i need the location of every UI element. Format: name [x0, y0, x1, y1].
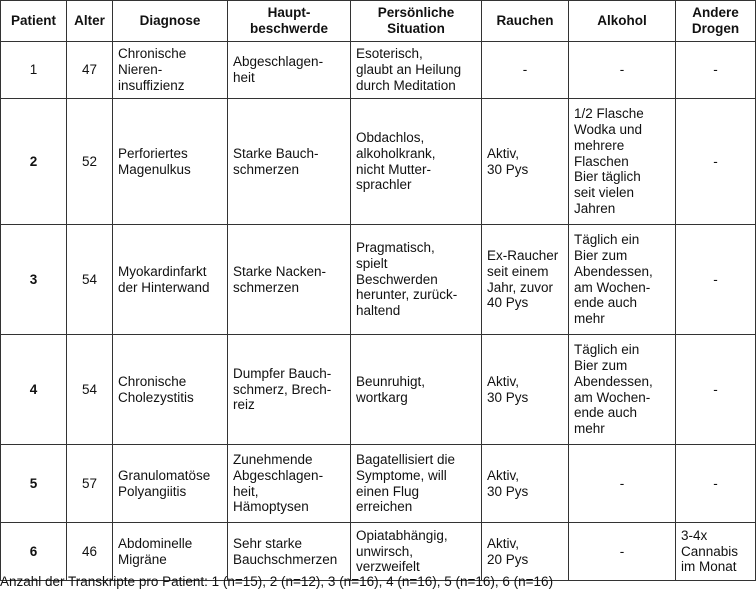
table-row: [1, 99, 756, 225]
cell-patient: 3: [1, 225, 67, 335]
header-rauchen: Rauchen: [482, 1, 569, 42]
cell-situation: Opiatabhängig, unwirsch, verzweifelt: [351, 523, 482, 581]
cell-drogen: -: [676, 445, 756, 523]
cell-alkohol: 1/2 Flasche Wodka und mehrere Flaschen Bier täglich seit vielen Jahren: [569, 99, 676, 225]
cell-alter: 54: [67, 335, 113, 445]
table-row: [1, 225, 756, 335]
cell-alkohol: Täglich ein Bier zum Abendessen, am Wochen- ende auch mehr: [569, 335, 676, 445]
table-row: [1, 445, 756, 523]
cell-rauchen: Aktiv, 30 Pys: [482, 445, 569, 523]
cell-situation: Bagatellisiert die Symptome, will einen Flug erreichen: [351, 445, 482, 523]
cell-patient: 2: [1, 99, 67, 225]
cell-diagnose: Chronische Cholezystitis: [113, 335, 228, 445]
cell-situation: Pragmatisch, spielt Beschwerden herunter, zurück- haltend: [351, 225, 482, 335]
cell-hauptbeschwerde: Starke Bauch- schmerzen: [228, 99, 351, 225]
cell-rauchen: Ex-Raucher seit einem Jahr, zuvor 40 Pys: [482, 225, 569, 335]
cell-diagnose: Abdominelle Migräne: [113, 523, 228, 581]
cell-situation: Beunruhigt, wortkarg: [351, 335, 482, 445]
cell-alter: 54: [67, 225, 113, 335]
header-alter: Alter: [67, 1, 113, 42]
header-hauptbeschwerde: Haupt- beschwerde: [228, 1, 351, 42]
cell-drogen: 3-4x Cannabis im Monat: [676, 523, 756, 581]
cell-hauptbeschwerde: Abgeschlagen- heit: [228, 42, 351, 99]
cell-drogen: -: [676, 99, 756, 225]
cell-alkohol: -: [569, 42, 676, 99]
cell-patient: 6: [1, 523, 67, 581]
cell-alkohol: -: [569, 523, 676, 581]
cell-drogen: -: [676, 335, 756, 445]
cell-patient: 4: [1, 335, 67, 445]
cell-patient: 5: [1, 445, 67, 523]
table-row: [1, 335, 756, 445]
cell-diagnose: Perforiertes Magenulkus: [113, 99, 228, 225]
cell-alkohol: -: [569, 445, 676, 523]
cell-hauptbeschwerde: Starke Nacken- schmerzen: [228, 225, 351, 335]
cell-situation: Obdachlos, alkoholkrank, nicht Mutter- sprachler: [351, 99, 482, 225]
cell-situation: Esoterisch, glaubt an Heilung durch Meditation: [351, 42, 482, 99]
header-alkohol: Alkohol: [569, 1, 676, 42]
header-drogen: Andere Drogen: [676, 1, 756, 42]
footnote: Anzahl der Transkripte pro Patient: 1 (n=15), 2 (n=12), 3 (n=16), 4 (n=16), 5 (n=16), 6 (n=16): [0, 574, 554, 589]
cell-drogen: -: [676, 42, 756, 99]
cell-hauptbeschwerde: Dumpfer Bauch- schmerz, Brech- reiz: [228, 335, 351, 445]
header-diagnose: Diagnose: [113, 1, 228, 42]
header-situation: Persönliche Situation: [351, 1, 482, 42]
cell-diagnose: Chronische Nieren- insuffizienz: [113, 42, 228, 99]
cell-rauchen: Aktiv, 30 Pys: [482, 335, 569, 445]
cell-alkohol: Täglich ein Bier zum Abendessen, am Wochen- ende auch mehr: [569, 225, 676, 335]
cell-alter: 52: [67, 99, 113, 225]
header-row: [1, 1, 756, 42]
cell-diagnose: Myokardinfarkt der Hinterwand: [113, 225, 228, 335]
cell-patient: 1: [1, 42, 67, 99]
cell-alter: 46: [67, 523, 113, 581]
cell-alter: 47: [67, 42, 113, 99]
cell-diagnose: Granulomatöse Polyangiitis: [113, 445, 228, 523]
cell-hauptbeschwerde: Sehr starke Bauchschmerzen: [228, 523, 351, 581]
table-row: [1, 523, 756, 581]
cell-drogen: -: [676, 225, 756, 335]
cell-rauchen: Aktiv, 30 Pys: [482, 99, 569, 225]
header-patient: Patient: [1, 1, 67, 42]
cell-rauchen: Aktiv, 20 Pys: [482, 523, 569, 581]
cell-alter: 57: [67, 445, 113, 523]
cell-rauchen: -: [482, 42, 569, 99]
table-row: [1, 42, 756, 99]
cell-hauptbeschwerde: Zunehmende Abgeschlagen- heit, Hämoptysen: [228, 445, 351, 523]
